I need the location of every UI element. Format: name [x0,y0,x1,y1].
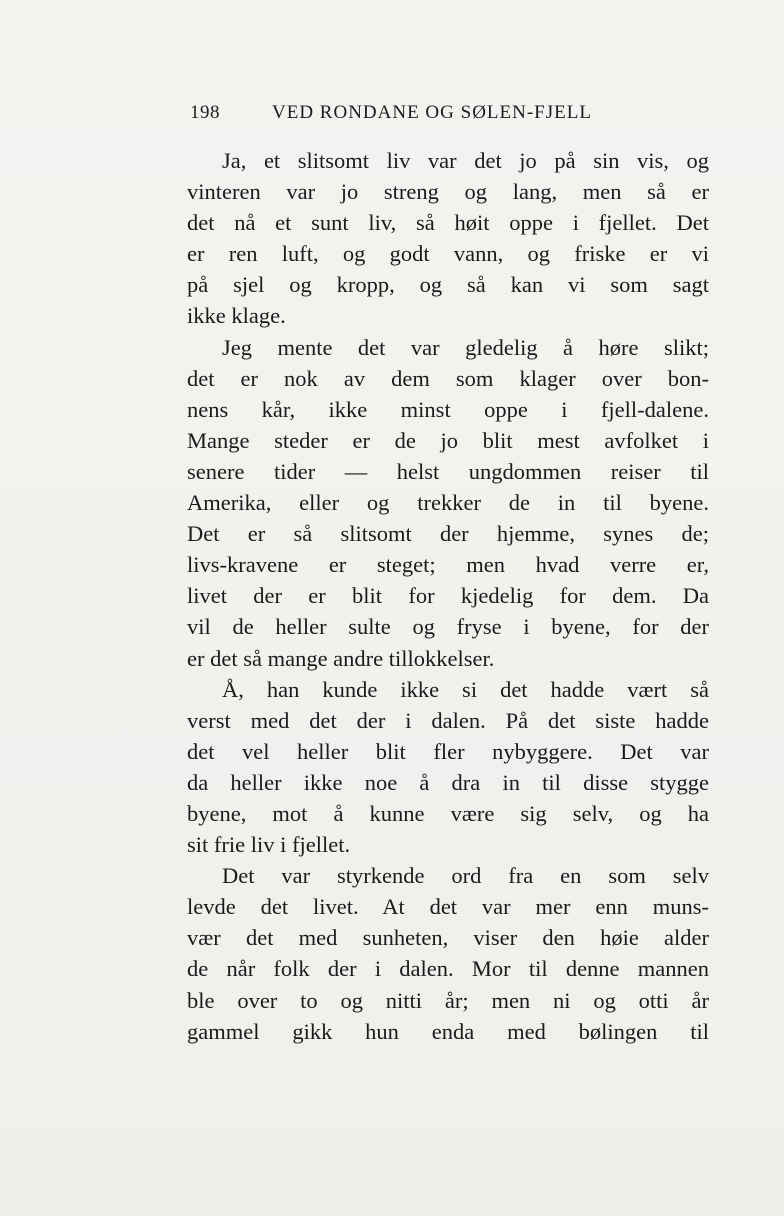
text-line: det nå et sunt liv, så høit oppe i fjellet. Det [187,210,709,236]
text-line: ble over to og nitti år; men ni og otti år [187,987,709,1013]
text-line: Amerika, eller og trekker de in til byene. [187,490,709,516]
text-line: livs-kravene er steget; men hvad verre er, [187,552,709,578]
text-line: er det så mange andre tillokkelser. [187,645,495,671]
text-line: det vel heller blit fler nybyggere. Det var [187,738,709,764]
text-line: er ren luft, og godt vann, og friske er vi [187,241,709,267]
text-line: vil de heller sulte og fryse i byene, for der [187,614,709,640]
text-line: det er nok av dem som klager over bon- [187,365,709,391]
text-line: ikke klage. [187,303,286,329]
text-line: nens kår, ikke minst oppe i fjell-dalene. [187,396,709,422]
text-line: sit frie liv i fjellet. [187,832,351,858]
running-title: VED RONDANE OG SØLEN-FJELL [272,102,592,123]
page-header [190,102,710,130]
text-line: Å, han kunde ikke si det hadde vært så [222,676,709,702]
text-line: Ja, et slitsomt liv var det jo på sin vis, og [222,148,709,173]
text-line: vinteren var jo streng og lang, men så er [187,179,709,205]
text-line: livet der er blit for kjedelig for dem. Da [187,583,709,609]
text-line: vær det med sunheten, viser den høie alder [187,925,709,951]
text-line: byene, mot å kunne være sig selv, og ha [187,800,709,826]
page-number: 198 [190,102,220,123]
text-line: på sjel og kropp, og så kan vi som sagt [187,272,709,298]
text-line: Det er så slitsomt der hjemme, synes de; [187,521,709,547]
text-line: de når folk der i dalen. Mor til denne mannen [187,956,709,982]
text-line: Det var styrkende ord fra en som selv [222,863,709,889]
text-line: verst med det der i dalen. På det siste hadde [187,707,709,733]
text-line: senere tider — helst ungdommen reiser til [187,458,709,484]
body-text [187,145,709,1047]
text-line: da heller ikke noe å dra in til disse stygge [187,769,709,795]
text-line: Jeg mente det var gledelig å høre slikt; [222,334,709,360]
text-line: levde det livet. At det var mer enn muns- [187,894,709,920]
text-line: Mange steder er de jo blit mest avfolket i [187,427,709,453]
text-line: gammel gikk hun enda med bølingen til [187,1018,709,1044]
